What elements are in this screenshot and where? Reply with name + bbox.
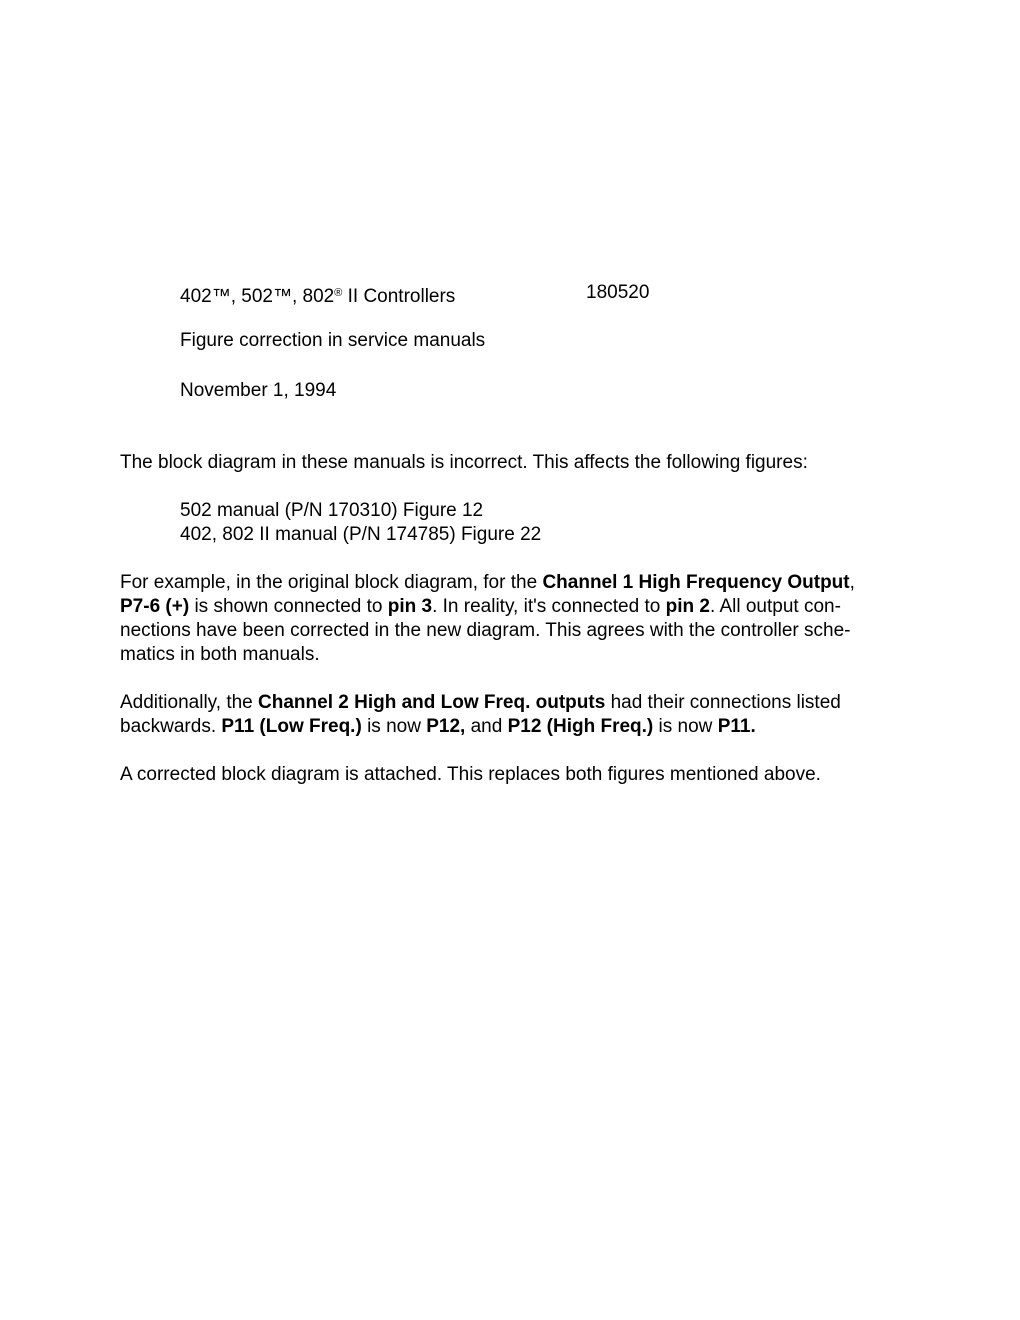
closing-paragraph: A corrected block diagram is attached. This replaces both figures mentioned above. — [120, 764, 821, 785]
text-run: . All output con- — [709, 596, 841, 617]
bold-text-run: Channel 2 High and Low Freq. outputs — [258, 692, 606, 713]
bold-text-run: P12, — [426, 716, 466, 737]
text-run: , — [849, 572, 855, 593]
text-run: is shown connected to — [189, 596, 388, 617]
paragraph-line: matics in both manuals. — [120, 644, 320, 665]
bold-text-run: pin 3 — [387, 596, 433, 617]
text-run: had their connections listed — [605, 692, 841, 713]
subject-line: Figure correction in service manuals — [180, 330, 486, 351]
bold-text-run: P7-6 (+) — [120, 596, 190, 617]
bold-text-run: P12 (High Freq.) — [507, 716, 654, 737]
product-title — [180, 285, 455, 309]
paragraph-line — [120, 691, 910, 715]
text-run: . In reality, it's connected to — [432, 596, 666, 617]
product-title-part2: II Controllers — [342, 286, 456, 307]
product-title-part1: 402™, 502™, 802 — [180, 286, 335, 307]
bold-text-run: P11 (Low Freq.) — [221, 716, 362, 737]
paragraph-line — [120, 571, 910, 595]
text-run: backwards. — [120, 716, 222, 737]
registered-mark: ® — [334, 287, 343, 299]
figure-reference-item: 502 manual (P/N 170310) Figure 12 — [180, 500, 484, 521]
example-paragraph — [120, 571, 910, 667]
paragraph-line — [120, 715, 910, 739]
bold-text-run: P11. — [717, 716, 756, 737]
text-run: is now — [653, 716, 718, 737]
channel-2-paragraph — [120, 691, 910, 739]
intro-paragraph: The block diagram in these manuals is incorrect. This affects the following figures: — [120, 452, 808, 473]
bold-text-run: pin 2 — [665, 596, 710, 617]
paragraph-line — [120, 595, 910, 619]
paragraph-line: nections have been corrected in the new diagram. This agrees with the controller sche- — [120, 620, 851, 641]
text-run: and — [465, 716, 508, 737]
text-run: Additionally, the — [120, 692, 259, 713]
figure-reference-item: 402, 802 II manual (P/N 174785) Figure 22 — [180, 524, 542, 545]
document-number: 180520 — [586, 282, 650, 303]
document-date: November 1, 1994 — [180, 380, 337, 401]
text-run: For example, in the original block diagram, for the — [120, 572, 543, 593]
bold-text-run: Channel 1 High Frequency Output — [542, 572, 850, 593]
text-run: is now — [361, 716, 427, 737]
